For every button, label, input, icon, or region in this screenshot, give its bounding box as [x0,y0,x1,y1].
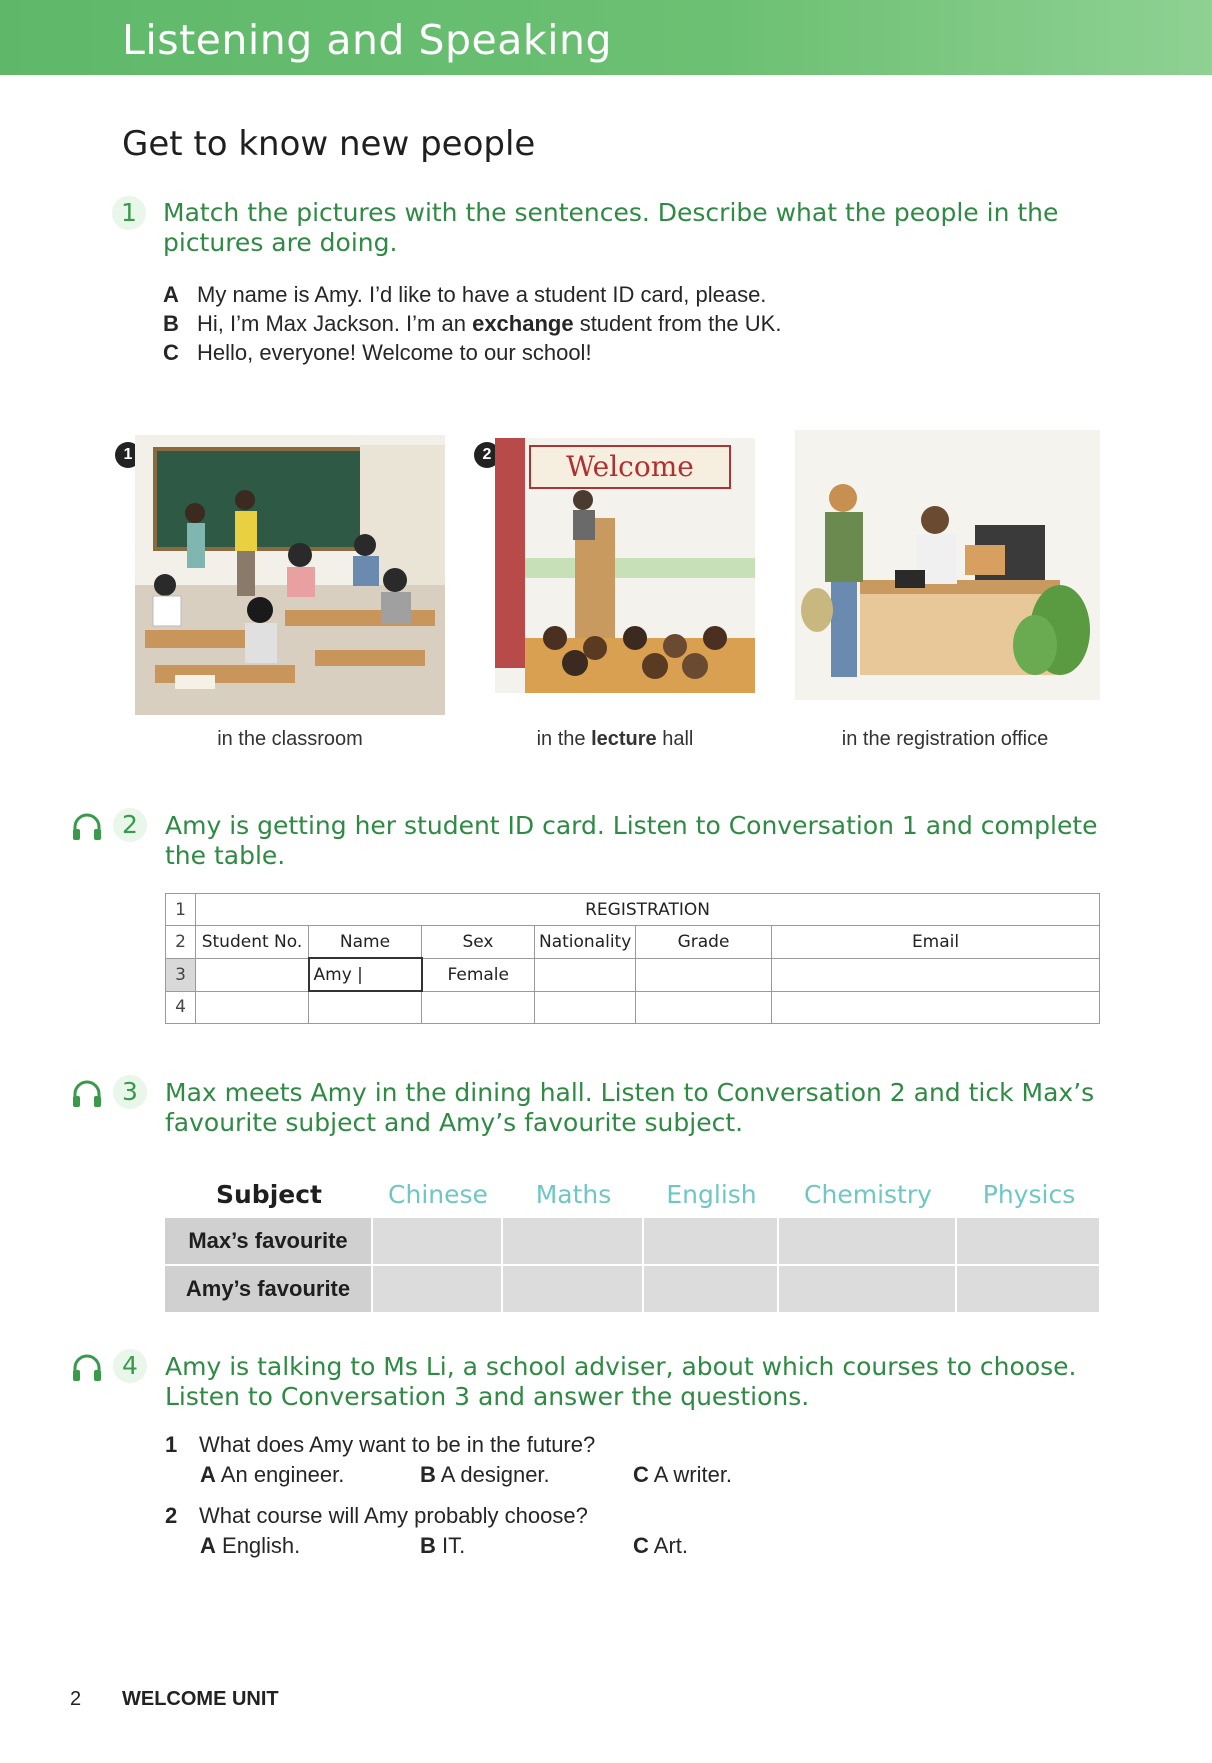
sentence-text: Hi, I’m Max Jackson. I’m an [197,311,473,336]
header-name: Name [309,926,422,959]
nationality-cell[interactable] [535,958,636,991]
option-key: B [420,1462,436,1487]
exercise-2-number: 2 [113,808,147,842]
option-text: Art. [653,1533,689,1558]
grade-cell[interactable] [636,958,772,991]
question-2 [165,1503,588,1529]
subject-physics: Physics [982,1179,1076,1209]
sentence-text-end: student from the UK. [573,311,782,336]
sentence-a [163,282,766,308]
exercise-4-instruction: Amy is talking to Ms Li, a school adviser, about which courses to choose. Listen to Conversation 3 and answer the questions. [165,1352,1077,1411]
tick-cell[interactable] [373,1266,503,1314]
caption-text: in the registration office [841,728,1049,750]
option-text: English. [222,1533,301,1558]
sentence-bold-word: exchange [472,311,574,336]
question-1-option-a[interactable] [200,1462,344,1488]
question-1 [165,1432,595,1458]
subject-chemistry: Chemistry [804,1179,932,1209]
classroom-illustration [135,435,445,715]
section-title: Get to know new people [122,124,536,164]
tick-cell[interactable] [779,1266,957,1314]
question-text: What course will Amy probably choose? [199,1503,588,1528]
tick-cell[interactable] [503,1218,644,1266]
empty-cell[interactable] [309,991,422,1024]
row-number: 4 [166,991,196,1024]
subject-header: Subject [216,1179,322,1209]
question-text: What does Amy want to be in the future? [199,1432,596,1457]
caption-text-end: hall [656,728,694,750]
sentence-text: My name is Amy. I’d like to have a student ID card, please. [197,282,767,307]
email-cell[interactable] [772,958,1100,991]
empty-cell[interactable] [535,991,636,1024]
empty-cell[interactable] [422,991,535,1024]
max-favourite-label: Max’s favourite [165,1218,373,1266]
option-text: An engineer. [220,1462,345,1487]
empty-cell[interactable] [196,991,309,1024]
table-row [165,1218,1101,1266]
question-2-option-b[interactable] [420,1533,465,1559]
option-text: IT. [442,1533,466,1558]
option-text: A designer. [440,1462,550,1487]
table-row [166,958,1100,991]
registration-table [165,893,1100,1024]
sentence-text: Hello, everyone! Welcome to our school! [197,340,592,365]
subject-chinese: Chinese [388,1179,488,1209]
question-2-option-c[interactable] [633,1533,688,1559]
tick-cell[interactable] [957,1218,1101,1266]
option-key: C [633,1462,649,1487]
sentence-key: C [163,340,179,365]
sentence-key: A [163,282,179,307]
page-header-bar [0,0,1212,75]
caption-text: in the classroom [217,728,363,750]
tick-cell[interactable] [957,1266,1101,1314]
headphones-icon[interactable] [70,1077,104,1111]
subject-english: English [666,1179,757,1209]
option-text: A writer. [653,1462,733,1487]
header-email: Email [772,926,1100,959]
option-key: A [200,1533,216,1558]
question-1-option-b[interactable] [420,1462,550,1488]
headphones-icon[interactable] [70,810,104,844]
table-row [166,894,1100,926]
caption-bold-word: lecture [591,728,657,750]
exercise-1-instruction: Match the pictures with the sentences. Describe what the people in the pictures are doing. [163,198,1059,257]
favourite-subject-table [165,1170,1101,1314]
row-number: 1 [166,894,196,926]
picture-1-badge: 1 [115,442,141,468]
table-row [166,926,1100,959]
tick-cell[interactable] [779,1218,957,1266]
header-grade: Grade [636,926,772,959]
sex-cell[interactable]: Female [422,958,535,991]
row-number: 3 [166,958,196,991]
table-row [165,1170,1101,1218]
table-row [165,1266,1101,1314]
student-no-cell[interactable] [196,958,309,991]
sentence-c [163,340,592,366]
option-key: B [420,1533,436,1558]
registration-office-illustration [795,430,1100,700]
question-number: 2 [165,1503,178,1528]
header-sex: Sex [422,926,535,959]
row-number: 2 [166,926,196,959]
subject-maths: Maths [535,1179,612,1209]
picture-1-caption [155,728,425,751]
welcome-banner-text: Welcome [566,450,694,483]
table-row [166,991,1100,1024]
picture-2-badge: 2 [474,442,500,468]
name-value: Amy [313,964,352,985]
registration-title: REGISTRATION [196,894,1100,926]
option-key: A [200,1462,216,1487]
picture-3-caption [800,728,1090,751]
empty-cell[interactable] [636,991,772,1024]
name-cell[interactable]: Amy | [309,958,422,991]
headphones-icon[interactable] [70,1351,104,1385]
exercise-2-instruction: Amy is getting her student ID card. Listen to Conversation 1 and complete the table. [165,811,1098,870]
unit-label: WELCOME UNIT [122,1688,279,1710]
page-number: 2 [70,1688,82,1710]
option-key: C [633,1533,649,1558]
tick-cell[interactable] [644,1218,779,1266]
header-nationality: Nationality [535,926,636,959]
tick-cell[interactable] [644,1266,779,1314]
exercise-3-number: 3 [113,1075,147,1109]
tick-cell[interactable] [503,1266,644,1314]
tick-cell[interactable] [373,1218,503,1266]
question-2-option-a[interactable] [200,1533,300,1559]
exercise-4-number: 4 [113,1349,147,1383]
sentence-b [163,311,781,337]
picture-2-caption [480,728,750,751]
header-student-no: Student No. [196,926,309,959]
exercise-1-number: 1 [112,196,146,230]
question-number: 1 [165,1432,178,1457]
amy-favourite-label: Amy’s favourite [165,1266,373,1314]
exercise-3-instruction: Max meets Amy in the dining hall. Listen to Conversation 2 and tick Max’s favourite subject and Amy’s favourite subject. [165,1078,1095,1137]
sentence-key: B [163,311,179,336]
question-1-option-c[interactable] [633,1462,732,1488]
caption-text: in the [536,728,592,750]
empty-cell[interactable] [772,991,1100,1024]
lecture-hall-illustration [495,438,755,693]
header-title: Listening and Speaking [122,16,613,64]
